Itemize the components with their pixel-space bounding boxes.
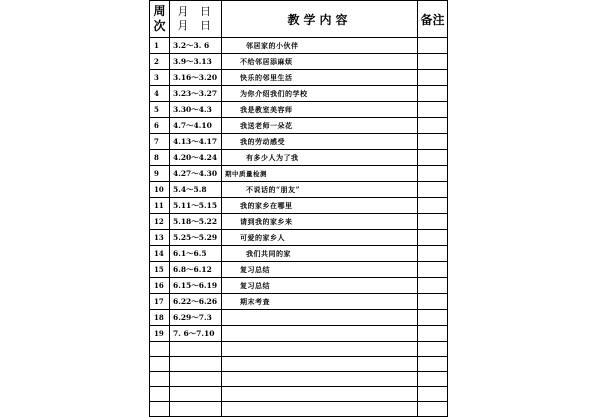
date-cell: 4.7～4.10 (170, 118, 222, 134)
week-cell (150, 342, 170, 357)
date-header-bottom: 月 日 (177, 19, 215, 32)
content-cell: 复习总结 (222, 278, 418, 294)
date-cell: 4.13～4.17 (170, 134, 222, 150)
content-cell: 有多少人为了我 (222, 150, 418, 166)
note-cell (418, 214, 448, 230)
note-cell (418, 357, 448, 372)
note-cell (418, 294, 448, 310)
date-cell: 6.29～7.3 (170, 310, 222, 326)
date-cell (170, 357, 222, 372)
date-cell (170, 402, 222, 417)
date-cell: 5.4～5.8 (170, 182, 222, 198)
content-cell: 不说话的“朋友” (222, 182, 418, 198)
note-cell (418, 198, 448, 214)
date-cell: 6.1～6.5 (170, 246, 222, 262)
date-cell: 7. 6～7.10 (170, 326, 222, 342)
note-column-header: 备注 (418, 1, 448, 38)
week-cell: 10 (150, 182, 170, 198)
note-cell (418, 372, 448, 387)
note-cell (418, 342, 448, 357)
week-cell: 4 (150, 86, 170, 102)
date-cell: 6.22～6.26 (170, 294, 222, 310)
empty-row (150, 402, 448, 417)
table-row (150, 214, 448, 230)
content-cell: 我是教室美容师 (222, 102, 418, 118)
content-cell: 可爱的家乡人 (222, 230, 418, 246)
table-row (150, 86, 448, 102)
content-cell (222, 342, 418, 357)
content-cell: 我们共同的家 (222, 246, 418, 262)
week-cell: 12 (150, 214, 170, 230)
week-cell (150, 387, 170, 402)
schedule-body (150, 38, 448, 417)
week-cell: 11 (150, 198, 170, 214)
week-column-header (150, 1, 170, 38)
table-row (150, 150, 448, 166)
date-column-header (170, 1, 222, 38)
note-cell (418, 182, 448, 198)
note-cell (418, 387, 448, 402)
date-cell (170, 342, 222, 357)
date-cell: 3.16～3.20 (170, 70, 222, 86)
week-cell (150, 357, 170, 372)
content-cell (222, 402, 418, 417)
date-cell: 4.20～4.24 (170, 150, 222, 166)
week-cell: 6 (150, 118, 170, 134)
schedule-sheet (149, 0, 447, 400)
table-row (150, 182, 448, 198)
content-cell (222, 387, 418, 402)
table-row (150, 198, 448, 214)
week-cell: 18 (150, 310, 170, 326)
note-cell (418, 70, 448, 86)
table-row (150, 246, 448, 262)
teaching-schedule-table (149, 0, 448, 417)
note-cell (418, 118, 448, 134)
table-row (150, 326, 448, 342)
table-row (150, 278, 448, 294)
note-cell (418, 38, 448, 54)
table-row (150, 54, 448, 70)
empty-row (150, 387, 448, 402)
note-cell (418, 102, 448, 118)
note-cell (418, 54, 448, 70)
empty-row (150, 342, 448, 357)
content-cell: 我的劳动感受 (222, 134, 418, 150)
content-cell: 请到我的家乡来 (222, 214, 418, 230)
date-cell: 5.11～5.15 (170, 198, 222, 214)
content-cell: 我送老师一朵花 (222, 118, 418, 134)
note-cell (418, 166, 448, 182)
note-cell (418, 326, 448, 342)
content-cell: 复习总结 (222, 262, 418, 278)
week-header-bottom: 次 (153, 19, 166, 33)
table-row (150, 38, 448, 54)
date-cell: 6.8～6.12 (170, 262, 222, 278)
week-cell: 7 (150, 134, 170, 150)
week-cell (150, 372, 170, 387)
week-cell: 8 (150, 150, 170, 166)
date-cell: 4.27～4.30 (170, 166, 222, 182)
note-cell (418, 86, 448, 102)
content-cell (222, 357, 418, 372)
note-cell (418, 134, 448, 150)
note-cell (418, 230, 448, 246)
table-row (150, 102, 448, 118)
week-cell: 19 (150, 326, 170, 342)
content-cell: 不给邻居添麻烦 (222, 54, 418, 70)
empty-row (150, 372, 448, 387)
week-cell: 13 (150, 230, 170, 246)
date-cell: 3.30～4.3 (170, 102, 222, 118)
date-cell: 5.25～5.29 (170, 230, 222, 246)
date-cell (170, 387, 222, 402)
date-cell: 6.15～6.19 (170, 278, 222, 294)
content-cell: 期末考查 (222, 294, 418, 310)
content-cell: 我的家乡在哪里 (222, 198, 418, 214)
note-cell (418, 310, 448, 326)
date-cell: 3.9～3.13 (170, 54, 222, 70)
note-cell (418, 246, 448, 262)
content-cell (222, 372, 418, 387)
table-row (150, 230, 448, 246)
week-cell (150, 402, 170, 417)
week-header-top: 周 (153, 4, 166, 18)
date-cell (170, 372, 222, 387)
week-cell: 16 (150, 278, 170, 294)
date-cell: 3.23～3.27 (170, 86, 222, 102)
table-row (150, 310, 448, 326)
week-cell: 3 (150, 70, 170, 86)
week-cell: 2 (150, 54, 170, 70)
content-cell: 邻居家的小伙伴 (222, 38, 418, 54)
week-cell: 1 (150, 38, 170, 54)
table-row (150, 294, 448, 310)
table-row (150, 134, 448, 150)
date-cell: 3.2～3. 6 (170, 38, 222, 54)
week-cell: 5 (150, 102, 170, 118)
week-cell: 14 (150, 246, 170, 262)
content-cell (222, 326, 418, 342)
table-row (150, 166, 448, 182)
week-cell: 9 (150, 166, 170, 182)
week-cell: 15 (150, 262, 170, 278)
table-row (150, 118, 448, 134)
empty-row (150, 357, 448, 372)
content-cell: 期中质量检测 (222, 166, 418, 182)
content-column-header: 教学内容 (222, 1, 418, 38)
note-cell (418, 278, 448, 294)
header-row (150, 1, 448, 38)
content-cell: 为你介绍我们的学校 (222, 86, 418, 102)
table-row (150, 70, 448, 86)
note-cell (418, 150, 448, 166)
content-cell: 快乐的邻里生活 (222, 70, 418, 86)
note-cell (418, 402, 448, 417)
week-cell: 17 (150, 294, 170, 310)
note-cell (418, 262, 448, 278)
date-header-top: 月 日 (177, 5, 215, 18)
date-cell: 5.18～5.22 (170, 214, 222, 230)
table-row (150, 262, 448, 278)
content-cell (222, 310, 418, 326)
